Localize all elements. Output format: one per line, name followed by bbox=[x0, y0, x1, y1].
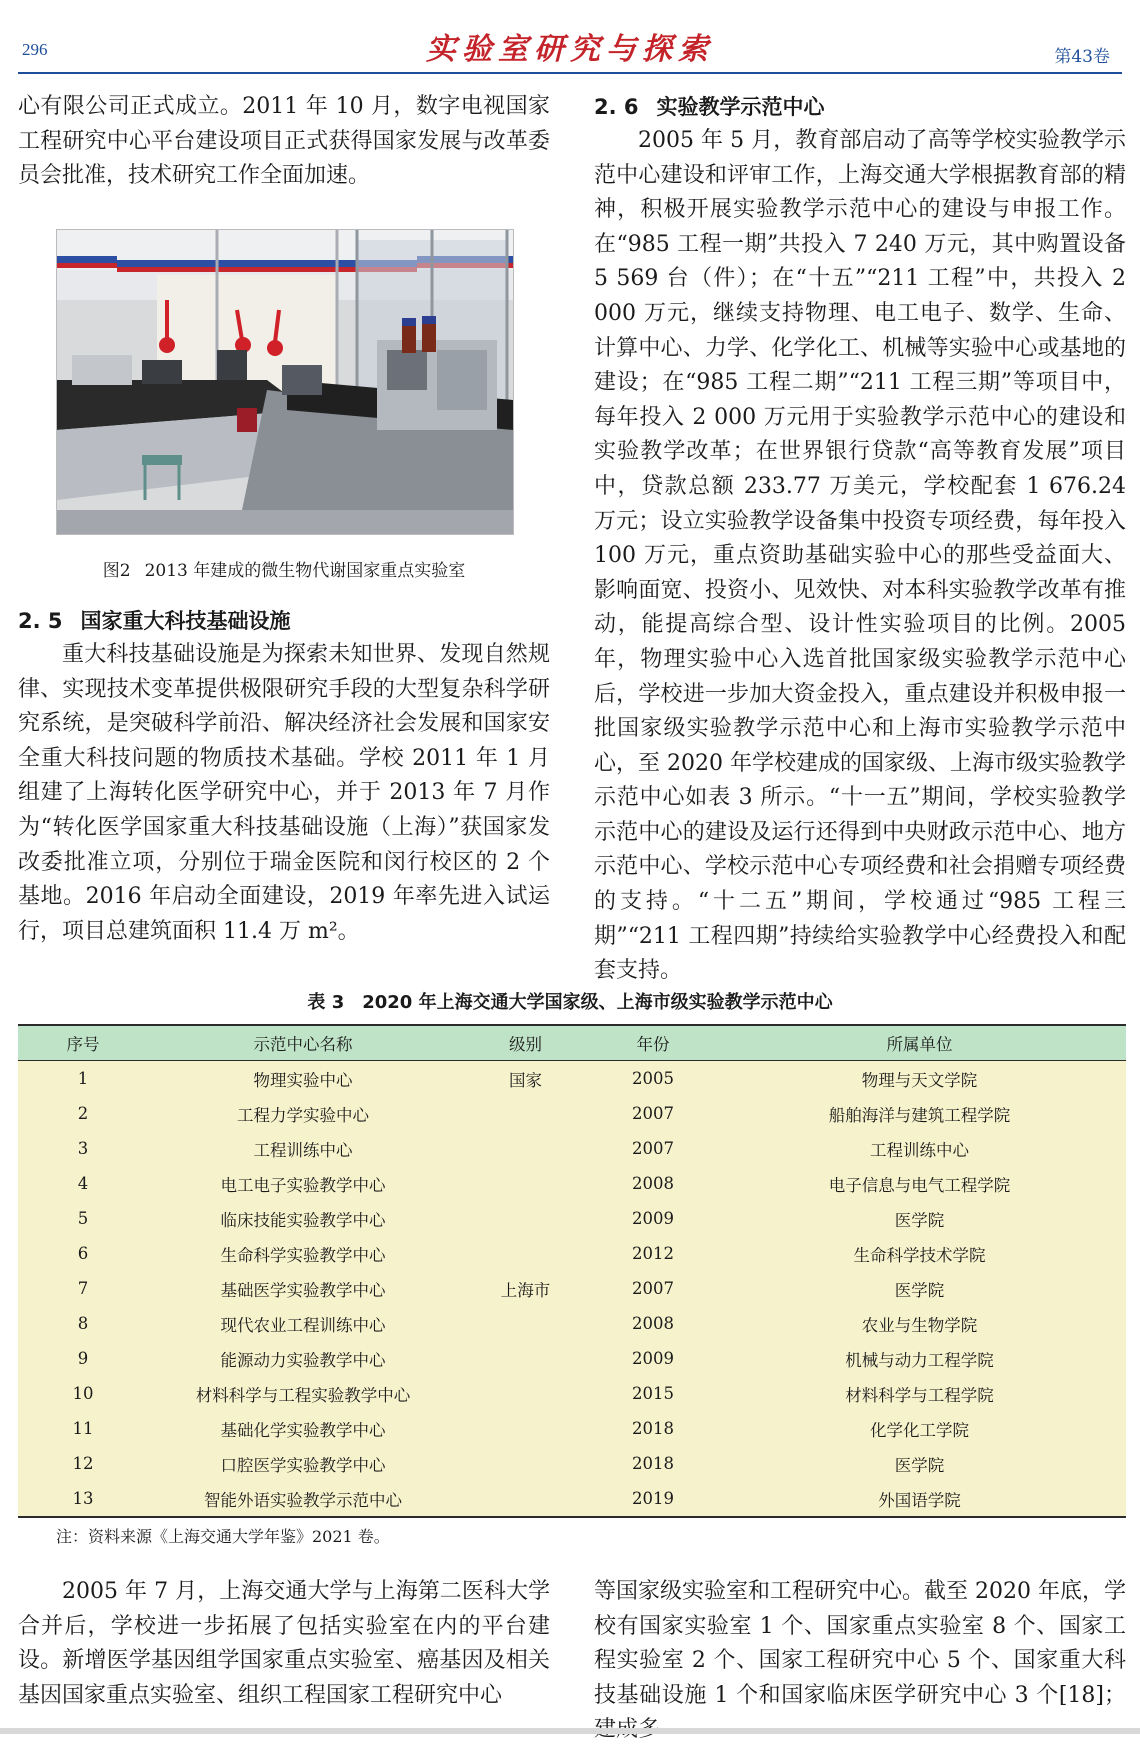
lab-photo-figure bbox=[56, 229, 514, 535]
right-bottom-column bbox=[594, 1575, 1126, 1748]
cell-index: 6 bbox=[77, 1244, 89, 1263]
cell-index: 1 bbox=[77, 1069, 89, 1088]
cell-level bbox=[458, 1096, 593, 1131]
cell-name: 口腔医学实验教学中心 bbox=[220, 1455, 386, 1475]
table-note: 注：资料来源《上海交通大学年鉴》2021 卷。 bbox=[56, 1527, 390, 1546]
cell-level bbox=[458, 1446, 593, 1481]
section-2-6-heading bbox=[594, 90, 1126, 124]
cell-level bbox=[458, 1306, 593, 1341]
cell-name: 物理实验中心 bbox=[253, 1070, 353, 1090]
section-2-5-heading bbox=[18, 604, 550, 638]
lab-photo bbox=[57, 230, 513, 534]
journal-title: 实验室研究与探索 bbox=[426, 32, 714, 67]
col-header-unit: 所属单位 bbox=[713, 1025, 1126, 1061]
cell-unit: 物理与天文学院 bbox=[861, 1070, 978, 1090]
cell-unit: 材料科学与工程学院 bbox=[845, 1385, 994, 1405]
table-row bbox=[18, 1236, 1126, 1271]
cell-unit: 医学院 bbox=[894, 1280, 945, 1300]
cell-level bbox=[458, 1481, 593, 1517]
cell-index: 3 bbox=[77, 1139, 89, 1158]
left-column-top bbox=[18, 90, 550, 194]
table-row bbox=[18, 1061, 1126, 1097]
cell-name: 工程力学实验中心 bbox=[237, 1105, 369, 1125]
cell-year: 2018 bbox=[632, 1454, 674, 1473]
cell-index: 5 bbox=[77, 1209, 89, 1228]
cell-year: 2007 bbox=[632, 1139, 674, 1158]
cell-year: 2007 bbox=[632, 1104, 674, 1123]
cell-unit: 医学院 bbox=[894, 1210, 945, 1230]
cell-name: 现代农业工程训练中心 bbox=[220, 1315, 386, 1335]
cell-index: 2 bbox=[77, 1104, 89, 1123]
cell-year: 2007 bbox=[632, 1279, 674, 1298]
page-number: 296 bbox=[22, 40, 48, 59]
left-bottom-column bbox=[18, 1575, 550, 1713]
cell-year: 2015 bbox=[632, 1384, 674, 1403]
figure-label: 图2 bbox=[102, 561, 131, 581]
demo-centers-table bbox=[18, 1024, 1126, 1518]
cell-level: 上海市 bbox=[500, 1280, 551, 1300]
col-header-index: 序号 bbox=[18, 1025, 148, 1061]
cell-level bbox=[458, 1166, 593, 1201]
cell-unit: 农业与生物学院 bbox=[861, 1315, 978, 1335]
cell-year: 2009 bbox=[632, 1349, 674, 1368]
cell-index: 4 bbox=[77, 1174, 89, 1193]
cell-unit: 医学院 bbox=[894, 1455, 945, 1475]
page-header bbox=[0, 0, 1140, 80]
page-bottom-band bbox=[0, 1728, 1140, 1734]
cell-level: 国家 bbox=[509, 1070, 542, 1090]
cell-year: 2012 bbox=[632, 1244, 674, 1263]
cell-unit: 工程训练中心 bbox=[870, 1140, 969, 1160]
table-row bbox=[18, 1096, 1126, 1131]
cell-level bbox=[458, 1236, 593, 1271]
cell-unit: 外国语学院 bbox=[713, 1481, 1126, 1517]
cell-name: 电工电子实验教学中心 bbox=[220, 1175, 386, 1195]
table-row bbox=[18, 1131, 1126, 1166]
cell-unit: 电子信息与电气工程学院 bbox=[828, 1175, 1011, 1195]
cell-index: 11 bbox=[72, 1419, 94, 1438]
table-row bbox=[18, 1271, 1126, 1306]
col-header-name: 示范中心名称 bbox=[148, 1025, 458, 1061]
header-rule bbox=[18, 72, 1122, 74]
cell-index: 12 bbox=[72, 1454, 94, 1473]
cell-unit: 化学化工学院 bbox=[870, 1420, 969, 1440]
cell-year: 2018 bbox=[632, 1419, 674, 1438]
section-2-5-paragraph: 重大科技基础设施是为探索未知世界、发现自然规律、实现技术变革提供极限研究手段的大型复杂科学研究系统，是突破科学前沿、解决经济社会发展和国家安全重大科技问题的物质技术基础。学校 2011 年 1 月组建了上海转化医学研究中心，并于 2013 年 7 月作为“转化医学国家重大科技基础设施（上海）”获国家发改委批准立项，分别位于瑞金医院和闵行校区的 2 个基地。2016 年启动全面建设，2019 年率先进入试运行，项目总建筑面积 11.4 万 m²。 bbox=[18, 642, 550, 944]
table-row bbox=[18, 1446, 1126, 1481]
cell-name: 基础医学实验教学中心 bbox=[220, 1280, 386, 1300]
cell-year: 2005 bbox=[632, 1069, 674, 1088]
table-3 bbox=[18, 1024, 1126, 1518]
cell-year: 2008 bbox=[632, 1174, 674, 1193]
cell-name: 工程训练中心 bbox=[253, 1140, 353, 1160]
figure-caption bbox=[18, 556, 550, 581]
cell-index: 13 bbox=[18, 1481, 148, 1517]
cell-name: 临床技能实验教学中心 bbox=[220, 1210, 386, 1230]
figure-caption-text: 2013 年建成的微生物代谢国家重点实验室 bbox=[144, 561, 466, 581]
section-2-5-title: 国家重大科技基础设施 bbox=[80, 609, 291, 633]
cell-name: 材料科学与工程实验教学中心 bbox=[195, 1385, 411, 1405]
col-header-year: 年份 bbox=[593, 1025, 713, 1061]
table-row bbox=[18, 1201, 1126, 1236]
cell-unit: 生命科学技术学院 bbox=[853, 1245, 986, 1265]
volume-label: 第43卷 bbox=[1054, 47, 1110, 67]
cell-level bbox=[458, 1201, 593, 1236]
table-row bbox=[18, 1306, 1126, 1341]
section-2-6-paragraph: 2005 年 5 月，教育部启动了高等学校实验教学示范中心建设和评审工作，上海交通大学根据教育部的精神，积极开展实验教学示范中心的建设与申报工作。在“985 工程一期”共投入 7 240 万元，其中购置设备 5 569 台（件）；在“十五”“211 工程”中，共投入 2 000 万元，继续支持物理、电工电子、数学、生命、计算中心、力学、化学化工、机械等实验中心或基地的建设；在“985 工程二期”“211 工程三期”等项目中，每年投入 2 000 万元用于实验教学示范中心的建设和实验教学改革；在世界银行贷款“高等教育发展”项目中，贷款总额 233.77 万美元，学校配套 1 676.24 万元；设立实验教学设备集中投资专项经费，每年投入 100 万元，重点资助基础实验中心的那些受益面大、影响面宽、投资小、见效快、对本科实验教学改革有推动，能提高综合型、设计性实验项目的比例。2005 年，物理实验中心入选首批国家级实验教学示范中心后，学校进一步加大资金投入，重点建设并积极申报一批国家级实验教学示范中心和上海市实验教学示范中心，至 2020 年学校建成的国家级、上海市级实验教学示范中心如表 3 所示。“十一五”期间，学校实验教学示范中心的建设及运行还得到中央财政示范中心、地方示范中心、学校示范中心专项经费和社会捐赠专项经费的支持。“十二五”期间，学校通过“985 工程三期”“211 工程四期”持续给实验教学中心经费投入和配套支持。 bbox=[594, 128, 1126, 984]
right-bottom-paragraph: 等国家级实验室和工程研究中心。截至 2020 年底，学校有国家实验室 1 个、国家重点实验室 8 个、国家工程实验室 2 个、国家工程研究中心 5 个、国家重大科技基础设施 1 个和国家临床医学研究中心 3 个[18]； bbox=[594, 1579, 1126, 1708]
cell-name: 智能外语实验教学示范中心 bbox=[148, 1481, 458, 1517]
section-2-6-number: 2. 6 bbox=[594, 95, 639, 119]
cell-unit: 船舶海洋与建筑工程学院 bbox=[828, 1105, 1011, 1125]
cell-level bbox=[458, 1411, 593, 1446]
cell-level bbox=[458, 1376, 593, 1411]
cell-unit: 机械与动力工程学院 bbox=[845, 1350, 994, 1370]
section-2-6 bbox=[594, 90, 1126, 989]
col-header-level: 级别 bbox=[458, 1025, 593, 1061]
cell-name: 基础化学实验教学中心 bbox=[220, 1420, 386, 1440]
section-2-6-title: 实验教学示范中心 bbox=[656, 95, 825, 119]
table-header-row bbox=[18, 1025, 1126, 1061]
cell-name: 生命科学实验教学中心 bbox=[220, 1245, 386, 1265]
left-intro-paragraph: 心有限公司正式成立。2011 年 10 月，数字电视国家工程研究中心平台建设项目正式获得国家发展与改革委员会批准，技术研究工作全面加速。 bbox=[18, 94, 550, 189]
cell-year: 2008 bbox=[632, 1314, 674, 1333]
cell-name: 能源动力实验教学中心 bbox=[220, 1350, 386, 1370]
table-row bbox=[18, 1376, 1126, 1411]
section-2-5-number: 2. 5 bbox=[18, 609, 63, 633]
table-row bbox=[18, 1481, 1126, 1517]
table-row bbox=[18, 1341, 1126, 1376]
cell-index: 8 bbox=[77, 1314, 89, 1333]
table-row bbox=[18, 1411, 1126, 1446]
cell-index: 10 bbox=[72, 1384, 94, 1403]
cell-level bbox=[458, 1341, 593, 1376]
left-bottom-paragraph: 2005 年 7 月，上海交通大学与上海第二医科大学合并后，学校进一步拓展了包括实验室在内的平台建设。新增医学基因组学国家重点实验室、癌基因及相关基因国家重点实验室、组织工程国家工程研究中心 bbox=[18, 1579, 550, 1708]
cell-index: 9 bbox=[77, 1349, 89, 1368]
cell-year: 2019 bbox=[593, 1481, 713, 1517]
table-title: 表 3 2020 年上海交通大学国家级、上海市级实验教学示范中心 bbox=[307, 992, 833, 1013]
cell-level bbox=[458, 1131, 593, 1166]
cell-index: 7 bbox=[77, 1279, 89, 1298]
cell-year: 2009 bbox=[632, 1209, 674, 1228]
section-2-5 bbox=[18, 604, 550, 949]
table-row bbox=[18, 1166, 1126, 1201]
